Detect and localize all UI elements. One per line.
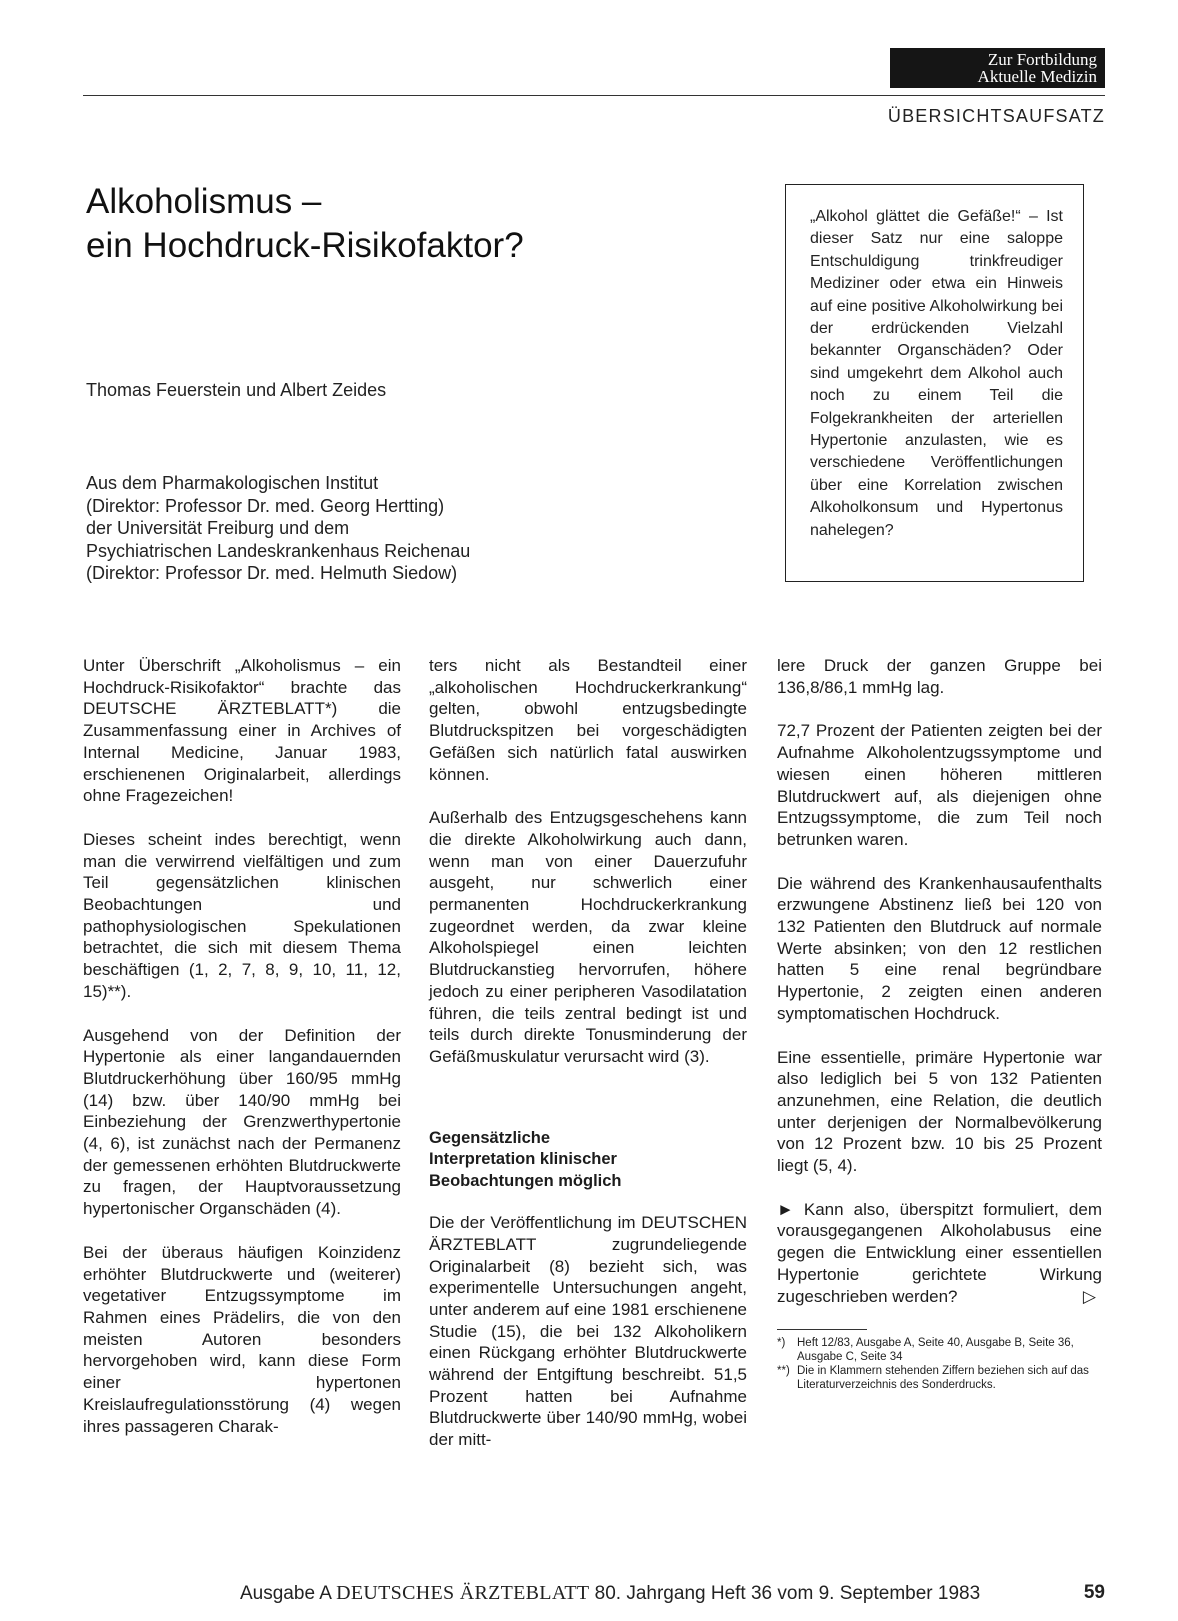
footnote-mark: *) [777, 1337, 786, 1350]
page-number: 59 [1083, 1582, 1105, 1603]
body-column-2 [429, 655, 747, 1473]
paragraph-text: Kann also, überspitzt formuliert, dem vorausgegangenen Alkoholabusus eine gegen die Entwicklung einer essentiellen Hypertonie gerichtete Wirkung zugeschrieben werden? [777, 1199, 1102, 1306]
body-column-1 [83, 655, 401, 1459]
footnote-rule [777, 1329, 867, 1330]
footnotes [777, 1336, 1102, 1392]
badge-line-1: Zur Fortbildung [987, 50, 1097, 69]
title-line-2: ein Hochdruck-Risikofaktor? [86, 226, 524, 265]
authors: Thomas Feuerstein und Albert Zeides [86, 380, 387, 400]
affiliation-line: Aus dem Pharmakologischen Institut [86, 473, 379, 493]
footer-issue: 80. Jahrgang Heft 36 vom 9. September 1983 [594, 1583, 981, 1604]
paragraph: Eine essentielle, primäre Hypertonie war also lediglich bei 5 von 132 Patienten anzunehmen, eine Relation, die deutlich unter derjenigen der Normalbevölkerung von 12 Prozent bzw. 10 bis 25 Prozent liegt (5, 4). [777, 1047, 1102, 1176]
badge-line-2: Aktuelle Medizin [977, 67, 1097, 86]
body-column-3 [777, 655, 1102, 1392]
paragraph: Die der Veröffentlichung im DEUTSCHEN ÄRZTEBLATT zugrundeliegende Originalarbeit (8) bezieht sich, was experimentelle Untersuchungen angeht, unter anderem auf eine 1981 erschienene Studie (15), die bei 132 Alkoholikern einen Rückgang erhöhter Blutdruckwerte während der Entgiftung beschreibt. 51,5 Prozent hatten bei Aufnahme Blutdruckwerte über 140/90 mmHg, wobei der mitt- [429, 1213, 747, 1450]
title-line-1: Alkoholismus – [86, 182, 322, 221]
subheading: Gegensätzliche Interpretation klinischer Beobachtungen möglich [429, 1128, 622, 1190]
header-rule [83, 95, 1105, 96]
footnote-text: Heft 12/83, Ausgabe A, Seite 40, Ausgabe B, Seite 36, Ausgabe C, Seite 34 [797, 1337, 1074, 1364]
paragraph: Ausgehend von der Definition der Hypertonie als einer langandauernden Blutdruckerhöhung über 160/95 mmHg (14) bzw. über 140/90 mmHg bei Einbeziehung der Grenzwerthypertonie (4, 6), ist zunächst nach der Permanenz der gemessenen erhöhten Blutdruckwerte zu fragen, der Hauptvoraussetzung hypertonischer Organschäden (4). [83, 1025, 401, 1219]
affiliation-line: Psychiatrischen Landeskrankenhaus Reichenau [86, 540, 471, 561]
affiliation-line: (Direktor: Professor Dr. med. Georg Hertting) [86, 495, 445, 516]
abstract-box [785, 184, 1084, 582]
paragraph [777, 1199, 1102, 1308]
paragraph: Dieses scheint indes berechtigt, wenn man die verwirrend vielfältigen und zum Teil gegensätzlichen klinischen Beobachtungen und pathophysiologischen Spekulationen betrachtet, die sich mit diesem Thema beschäftigen (1, 2, 7, 8, 9, 10, 11, 12, 15)**). [83, 829, 401, 1001]
footnote [777, 1364, 1102, 1392]
paragraph: lere Druck der ganzen Gruppe bei 136,8/86,1 mmHg lag. [777, 656, 1102, 697]
paragraph: Außerhalb des Entzugsgeschehens kann die direkte Alkoholwirkung auch dann, wenn man von einer Dauerzufuhr ausgeht, nur schwerlich einer permanenten Hochdruckerkrankung zugeordnet werden, da zwar kleine Alkoholspiegel einen leichten Blutdruckanstieg hervorrufen, höhere jedoch zu einer peripheren Vasodilatation führen, die teils zentral bedingt ist und teils durch direkte Tonusminderung der Gefäßmuskulatur verursacht wird (3). [429, 808, 747, 1066]
paragraph: Unter Überschrift „Alkoholismus – ein Hochdruck-Risikofaktor“ brachte das DEUTSCHE ÄRZTEBLATT*) die Zusammenfassung einer in Archives of Internal Medicine, Januar 1983, erschienenen Originalarbeit, allerdings ohne Fragezeichen! [83, 656, 401, 806]
footer-edition: Ausgabe A [240, 1583, 331, 1604]
footnote [777, 1336, 1102, 1364]
continue-arrow-icon: ▷ [1082, 1286, 1096, 1306]
article-title [86, 180, 686, 268]
triangle-marker-icon: ► [777, 1199, 794, 1219]
footnote-mark: **) [777, 1365, 790, 1378]
affiliation-line: der Universität Freiburg und dem [86, 518, 350, 538]
section-label: ÜBERSICHTSAUFSATZ [887, 106, 1105, 126]
abstract-text: „Alkohol glättet die Gefäße!“ – Ist dieser Satz nur eine saloppe Entschuldigung trinkfreudiger Mediziner oder etwa ein Hinweis auf eine positive Alkoholwirkung bei der erdrückenden Vielzahl bekannter Organschäden? Oder sind umgekehrt dem Alkohol auch noch zu einem Teil die Folgekrankheiten der arteriellen Hypertonie anzulasten, wie es verschiedene Veröffentlichungen über eine Korrelation zwischen Alkoholkonsum und Hypertonus nahelegen? [810, 208, 1063, 539]
footnote-text: Die in Klammern stehenden Ziffern beziehen sich auf das Literaturverzeichnis des Sonderdrucks. [797, 1365, 1089, 1392]
paragraph: 72,7 Prozent der Patienten zeigten bei der Aufnahme Alkoholentzugssymptome und wiesen einen höheren mittleren Blutdruckwert auf, als diejenigen ohne Entzugssymptome, die zum Teil noch betrunken waren. [777, 721, 1102, 849]
section-badge [890, 48, 1105, 88]
paragraph: Die während des Krankenhausaufenthalts erzwungene Abstinenz ließ bei 120 von 132 Patienten den Blutdruck auf normale Werte absinken; von den 12 restlichen hatten 5 eine renal begründbare Hypertonie, 2 zeigten einen anderen symptomatischen Hochdruck. [777, 873, 1102, 1023]
affiliation [86, 472, 470, 585]
paragraph: ters nicht als Bestandteil einer „alkoholischen Hochdruckerkrankung“ gelten, obwohl entzugsbedingte Blutdruckspitzen bei vorgeschädigten Gefäßen sich natürlich fatal auswirken können. [429, 656, 747, 784]
page-footer [240, 1582, 1105, 1605]
affiliation-line: (Direktor: Professor Dr. med. Helmuth Siedow) [86, 563, 458, 583]
footer-journal: DEUTSCHES ÄRZTEBLATT [336, 1582, 590, 1604]
paragraph: Bei der überaus häufigen Koinzidenz erhöhter Blutdruckwerte und (weiterer) vegetativer Entzugssymptome im Rahmen eines Prädelirs, die von den meisten Autoren besonders hervorgehoben wird, kann diese Form einer hypertonen Kreislaufregulationsstörung (4) wegen ihres passageren Charak- [83, 1242, 401, 1436]
